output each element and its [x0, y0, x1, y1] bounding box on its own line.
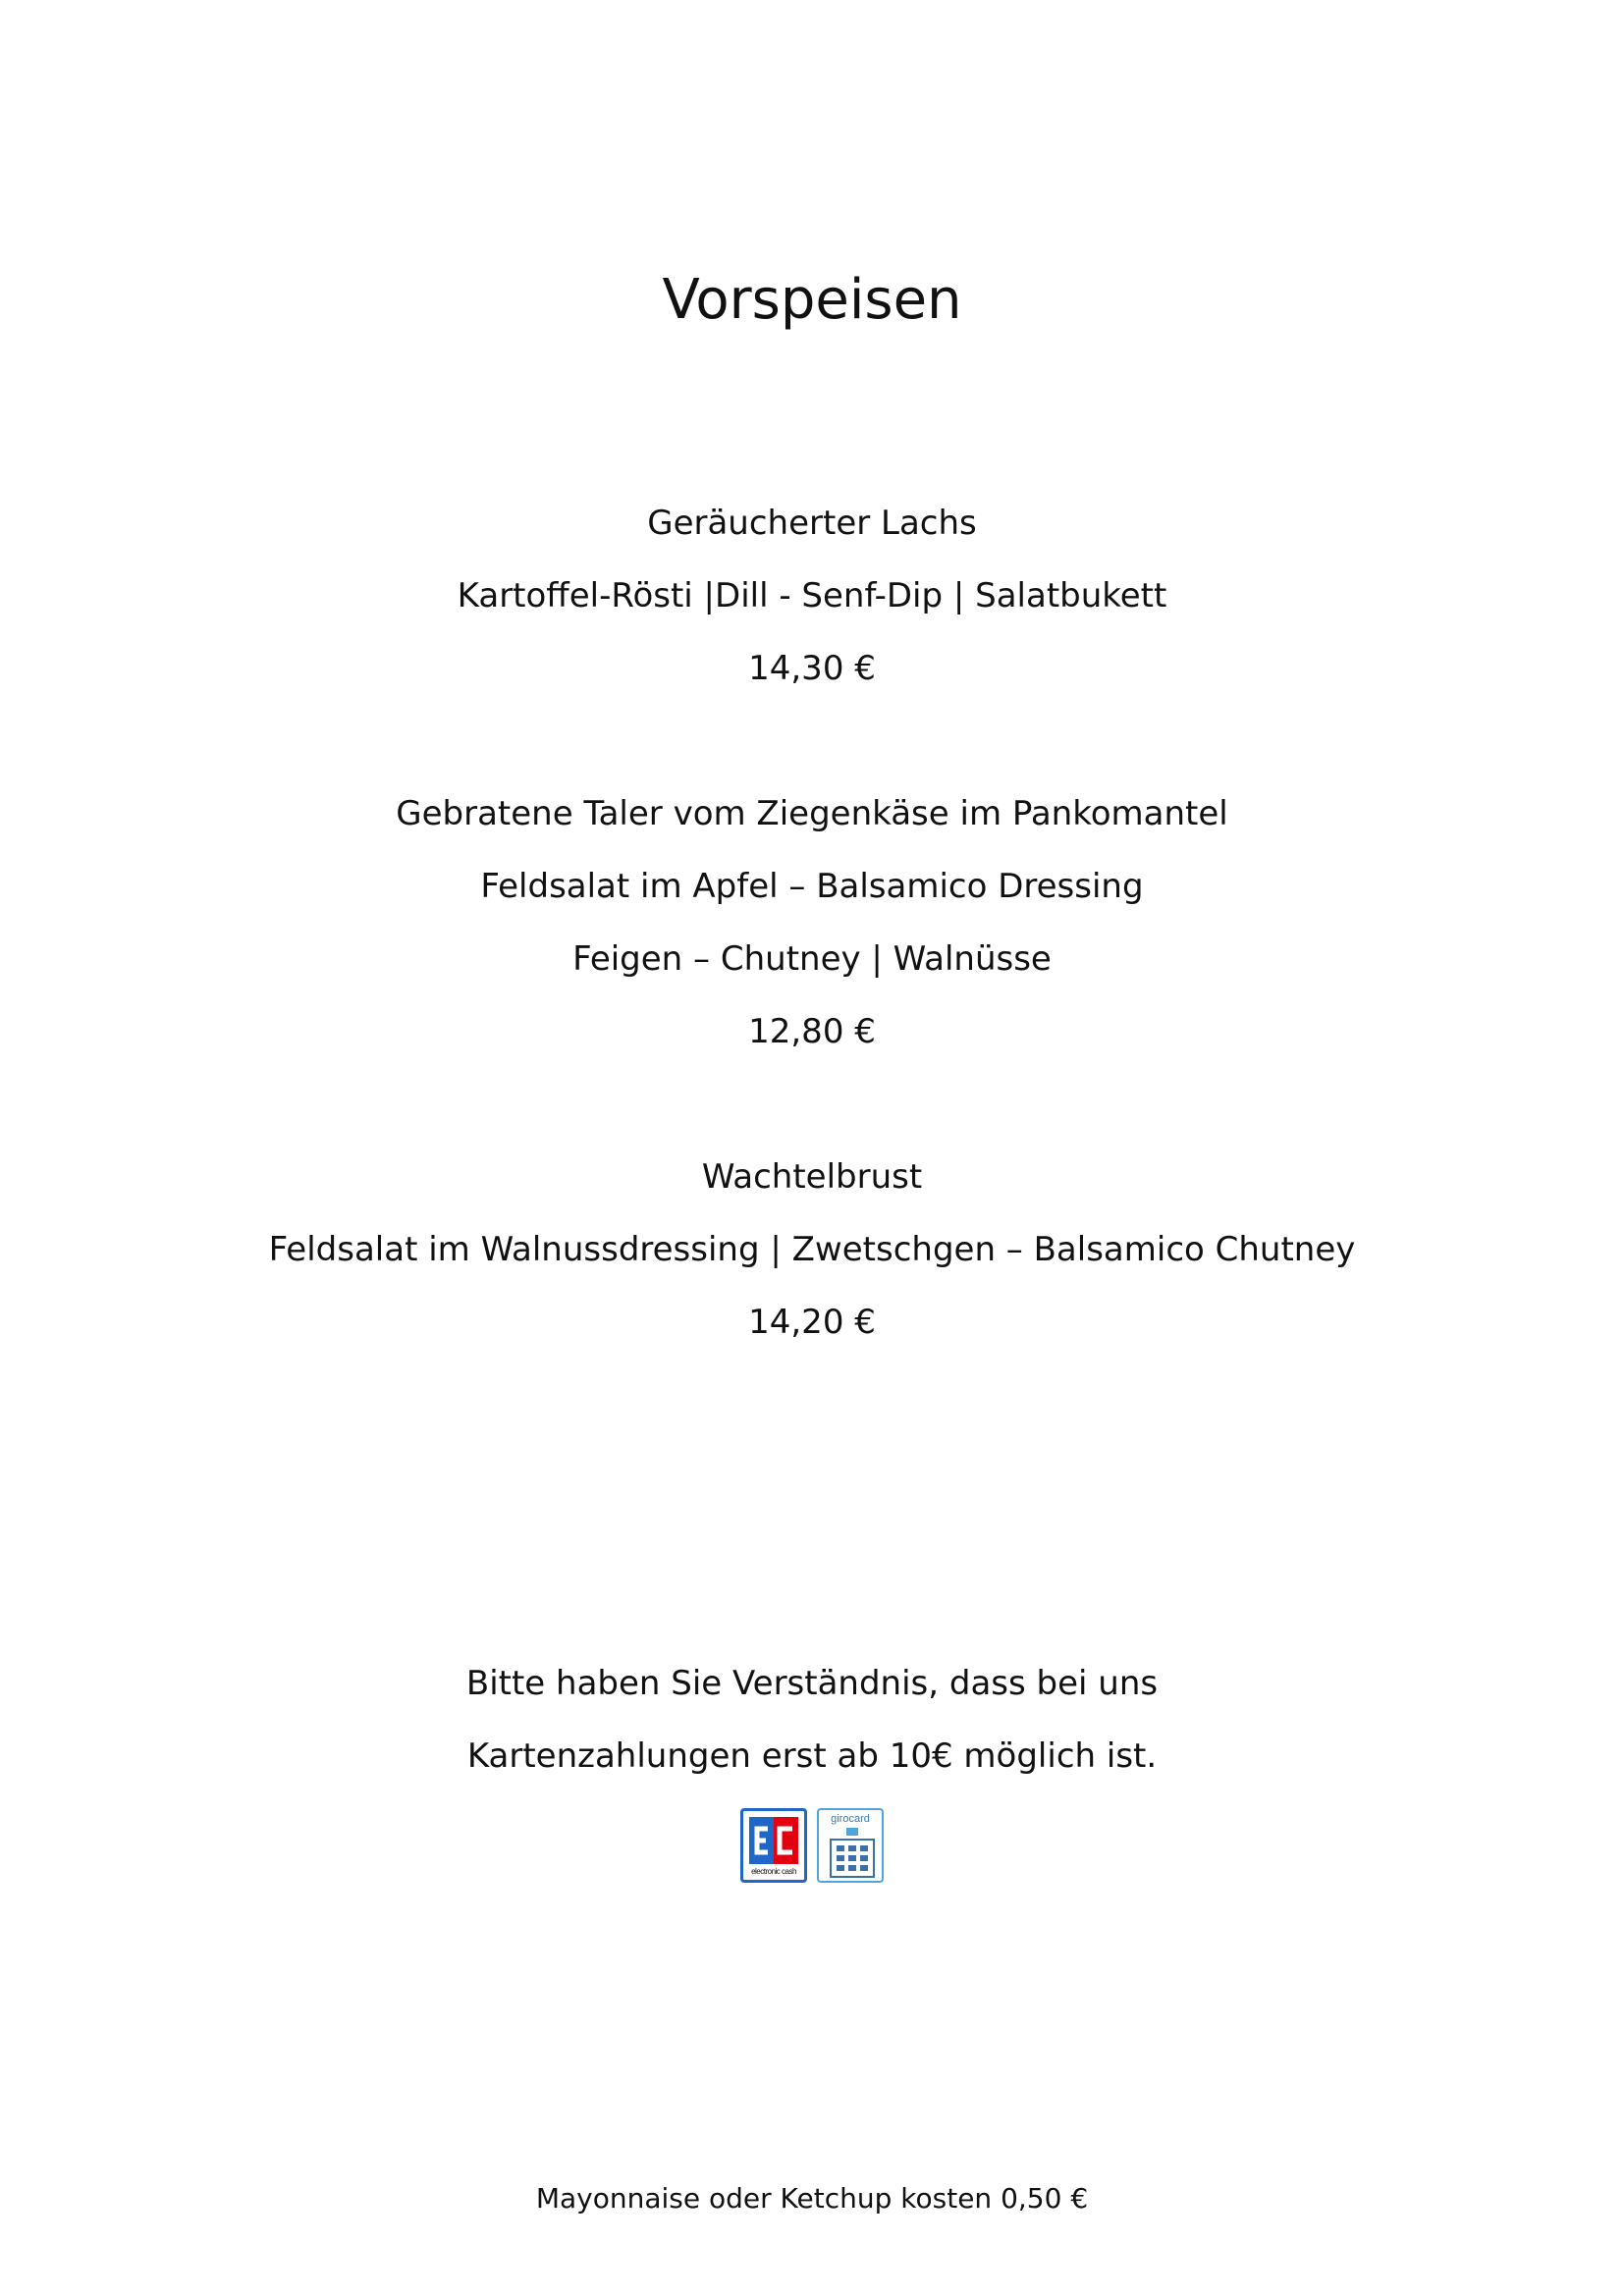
ec-electronic-cash-logo	[740, 1808, 807, 1883]
dish-2-description-2: Feigen – Chutney | Walnüsse	[572, 939, 1052, 979]
girocard-logo-text: girocard	[831, 1813, 870, 1825]
dish-3-name: Wachtelbrust	[701, 1157, 923, 1197]
page-title: Vorspeisen	[662, 268, 962, 332]
girocard-terminal-icon	[829, 1826, 876, 1879]
payment-note-line-1: Bitte haben Sie Verständnis, dass bei uns	[465, 1664, 1159, 1703]
dish-3-price: 14,20 €	[748, 1303, 876, 1342]
dish-3-description: Feldsalat im Walnussdressing | Zwetschgen – Balsamico Chutney	[268, 1230, 1356, 1269]
dish-2-description: Feldsalat im Apfel – Balsamico Dressing	[480, 867, 1144, 906]
dish-1-description: Kartoffel-Rösti |Dill - Senf-Dip | Salatbukett	[457, 576, 1167, 615]
dish-1-name: Geräucherter Lachs	[647, 504, 977, 543]
ec-mark-icon	[749, 1817, 798, 1864]
dish-1-price: 14,30 €	[748, 649, 876, 688]
payment-logos	[0, 1808, 1624, 1883]
girocard-logo	[817, 1808, 884, 1883]
payment-note-line-2: Kartenzahlungen erst ab 10€ möglich ist.	[466, 1736, 1158, 1776]
footnote: Mayonnaise oder Ketchup kosten 0,50 €	[535, 2182, 1089, 2215]
dish-2-price: 12,80 €	[748, 1012, 876, 1051]
ec-logo-text: electronic cash	[751, 1867, 796, 1876]
dish-2-name: Gebratene Taler vom Ziegenkäse im Pankomantel	[396, 794, 1228, 833]
